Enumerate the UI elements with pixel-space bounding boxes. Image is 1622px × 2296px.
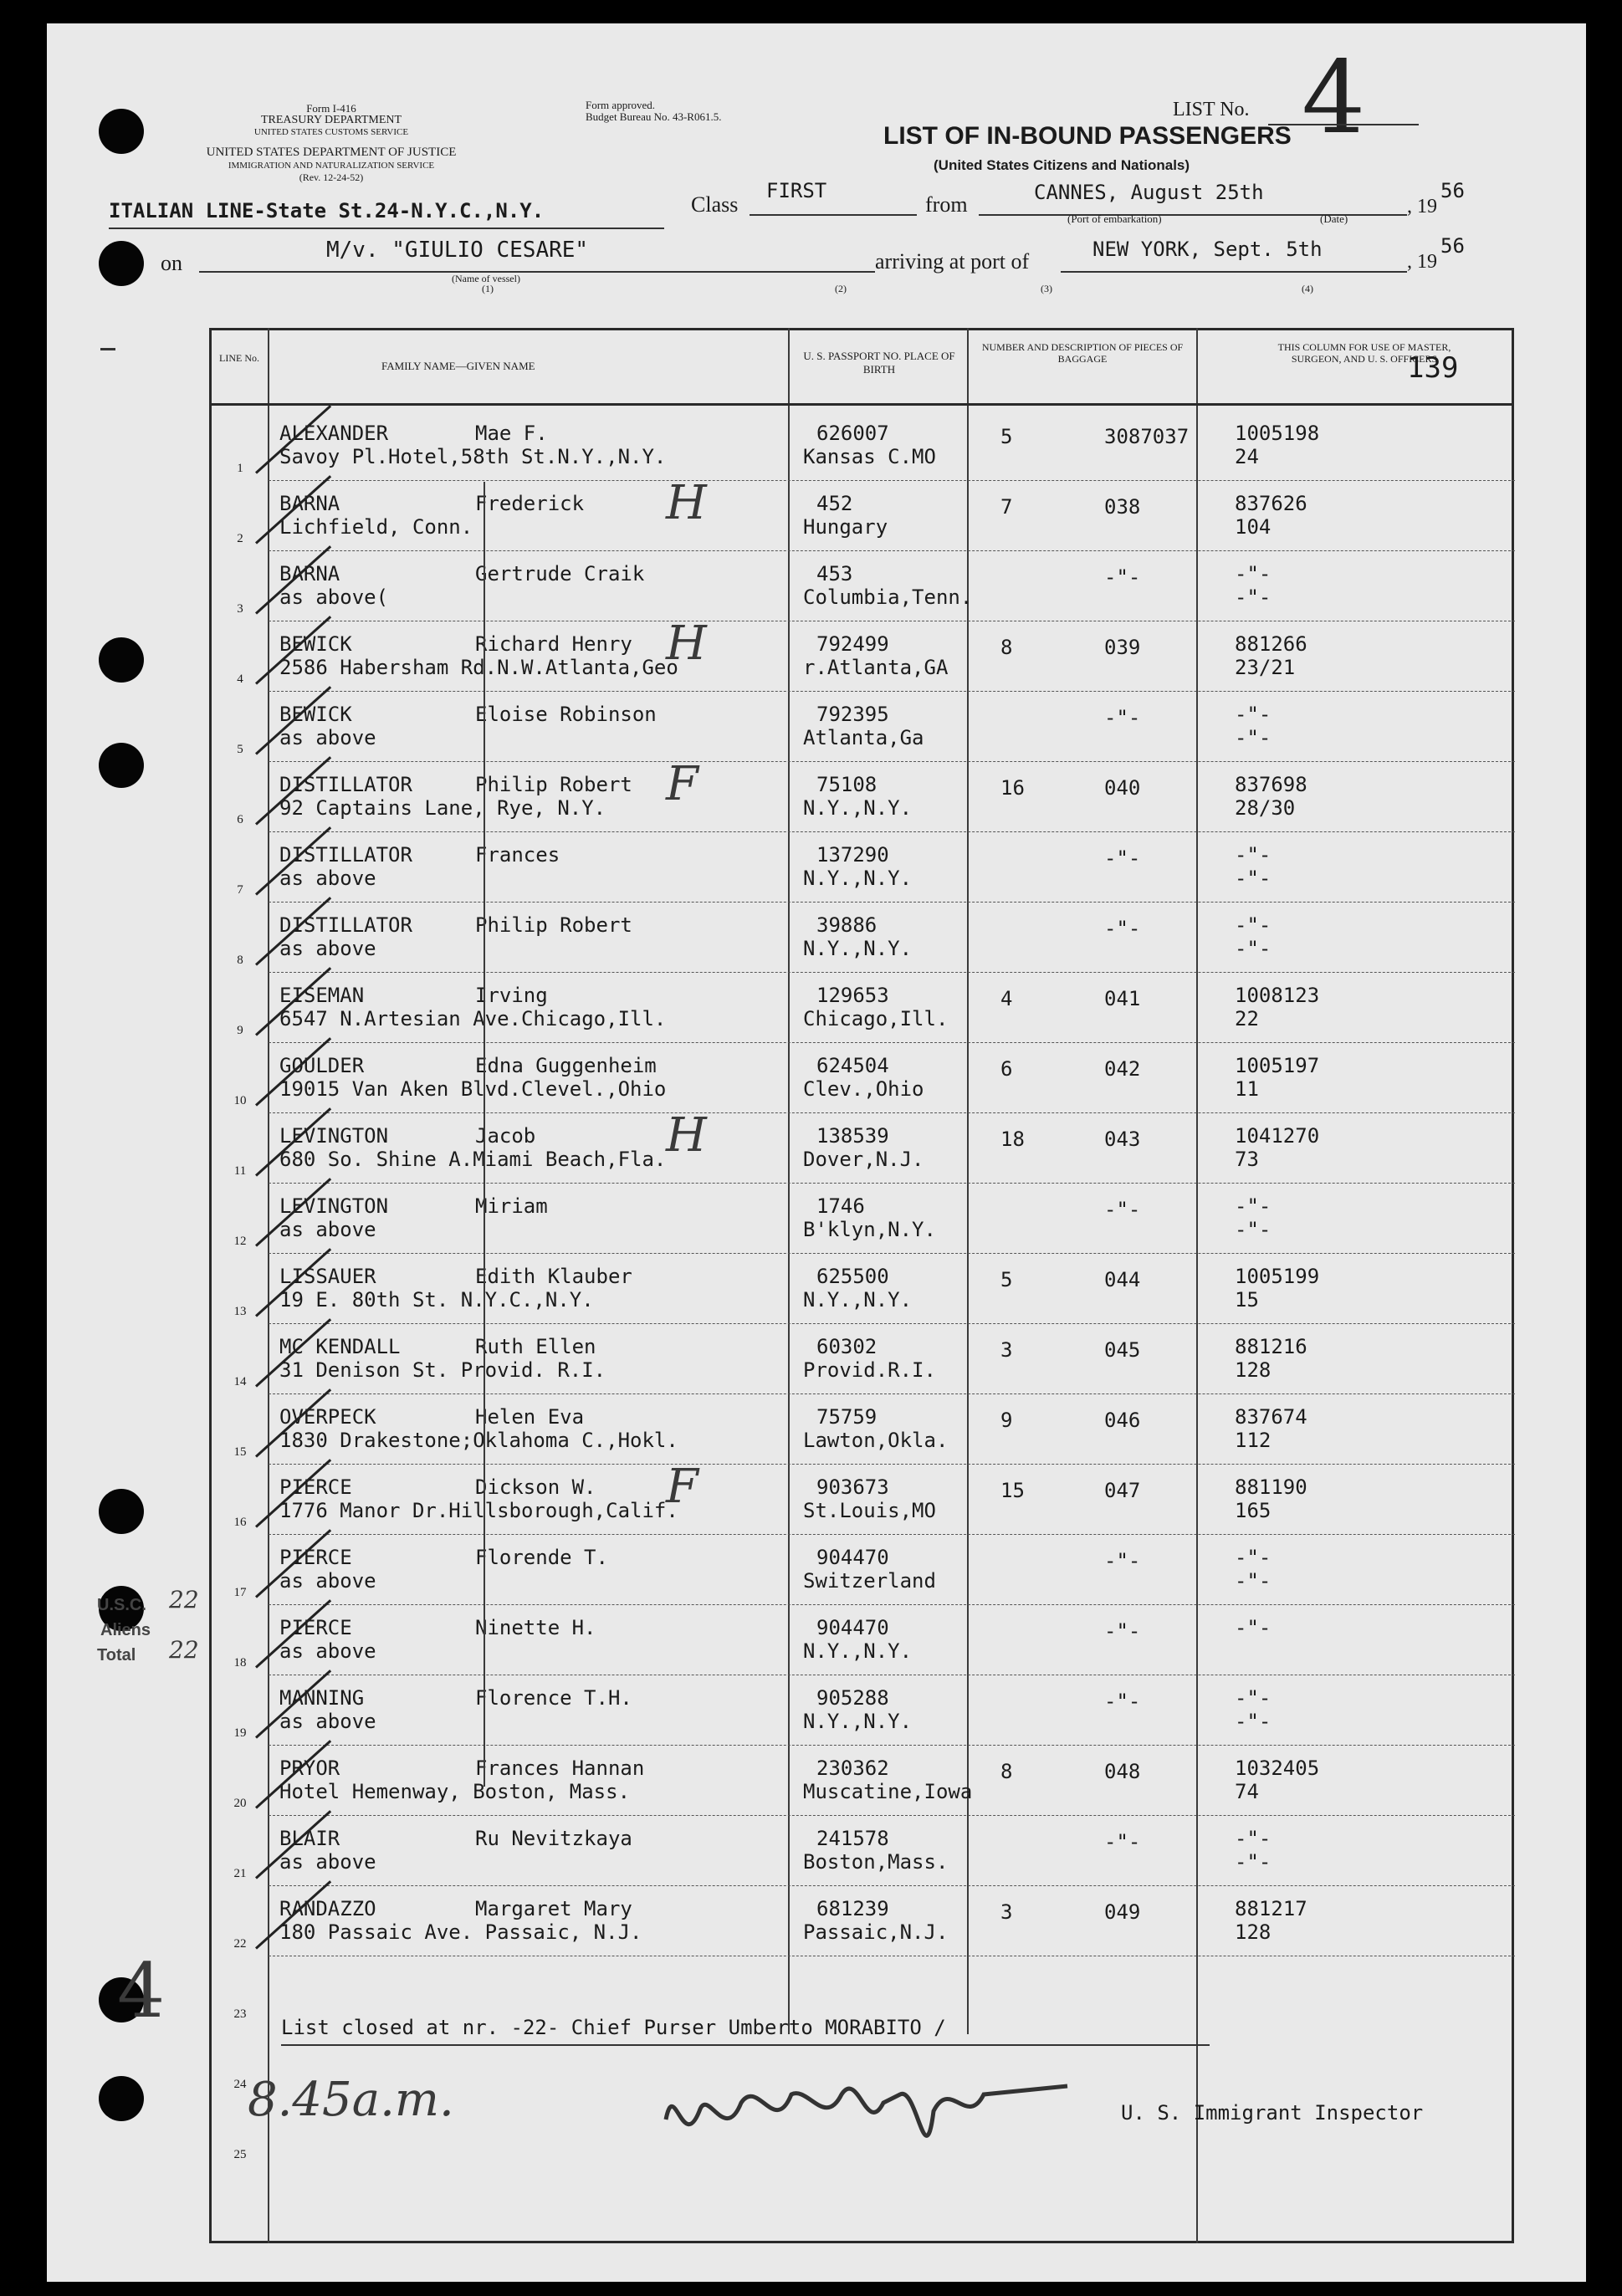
row-separator [269,1885,1515,1886]
on-label: on [161,251,182,275]
place-of-birth: N.Y.,N.Y. [803,796,913,820]
line-number: 24 [233,2078,247,2091]
vessel-name: M/v. "GIULIO CESARE" [326,238,589,263]
passenger-family-name: BARNA [279,562,340,586]
passport-number: 129653 [816,984,889,1007]
passenger-family-name: ALEXANDER [279,422,389,445]
baggage-tag: 3087037 [1104,425,1190,448]
officer-entry-1: 837674 [1235,1405,1307,1429]
passenger-given-name: Frances Hannan [475,1757,645,1780]
baggage-pieces: 15 [1000,1479,1025,1502]
place-of-birth: Clev.,Ohio [803,1077,924,1101]
budget-bureau: Budget Bureau No. 43-R061.5. [586,110,722,123]
officer-entry-1: -"- [1235,1686,1272,1710]
passenger-address: 6547 N.Artesian Ave.Chicago,Ill. [279,1007,667,1030]
passenger-address: 180 Passaic Ave. Passaic, N.J. [279,1920,642,1944]
page-subtitle: (United States Citizens and Nationals) [934,157,1190,173]
passenger-given-name: Philip Robert [475,913,632,937]
year-1: 56 [1440,179,1465,202]
year-prefix-2: , 19 [1407,251,1437,273]
passenger-family-name: PRYOR [279,1757,340,1780]
baggage-pieces: 3 [1000,1338,1013,1362]
place-of-birth: Chicago,Ill. [803,1007,949,1030]
passenger-given-name: Florende T. [475,1546,608,1569]
list-no-label: LIST No. [1173,99,1250,120]
passenger-given-name: Edna Guggenheim [475,1054,657,1077]
passport-number: 75759 [816,1405,878,1429]
passenger-address: Hotel Hemenway, Boston, Mass. [279,1780,631,1803]
baggage-pieces: 8 [1000,1760,1013,1783]
place-of-birth: N.Y.,N.Y. [803,937,913,960]
punch-hole [99,2076,144,2121]
place-of-birth: N.Y.,N.Y. [803,1288,913,1312]
passport-number: 39886 [816,913,878,937]
baggage-pieces: 7 [1000,495,1013,519]
col-ref-3: (3) [1041,283,1052,294]
line-number: 8 [237,954,243,967]
line-number: 20 [233,1797,247,1810]
passenger-family-name: DISTILLATOR [279,773,412,796]
name-column-divider [484,482,485,1787]
officer-entry-1: 881266 [1235,632,1307,656]
officer-entry-1: -"- [1235,562,1272,586]
row-separator [269,1815,1515,1816]
passenger-address: 92 Captains Lane, Rye, N.Y. [279,796,606,820]
place-of-birth: r.Atlanta,GA [803,656,949,679]
arriving-label: arriving at port of [875,249,1030,274]
date-label: (Date) [1320,212,1348,225]
officer-entry-1: 881217 [1235,1897,1307,1920]
row-separator [269,1112,1515,1113]
passenger-address: as above [279,1218,376,1241]
row-separator [269,972,1515,973]
passenger-given-name: Gertrude Craik [475,562,645,586]
baggage-tag: 042 [1104,1057,1141,1081]
punch-hole [99,743,144,788]
baggage-tag: -"- [1104,1619,1141,1643]
justice-label: UNITED STATES DEPARTMENT OF JUSTICE [206,146,457,159]
col-header-name: FAMILY NAME—GIVEN NAME [381,360,535,372]
passenger-address: as above [279,1710,376,1733]
passenger-family-name: OVERPECK [279,1405,376,1429]
passenger-given-name: Ru Nevitzkaya [475,1827,632,1850]
officer-entry-1: -"- [1235,1827,1272,1850]
passport-number: 905288 [816,1686,889,1710]
officer-entry-2: -"- [1235,1710,1272,1733]
inspector-signature [649,2061,1084,2186]
passenger-given-name: Philip Robert [475,773,632,796]
officer-entry-1: 1005199 [1235,1265,1320,1288]
line-number: 2 [237,532,243,545]
line-number: 3 [237,602,243,616]
officer-entry-1: 837626 [1235,492,1307,515]
officer-entry-2: 28/30 [1235,796,1296,820]
row-separator [269,550,1515,551]
passport-number: 625500 [816,1265,889,1288]
passenger-given-name: Florence T.H. [475,1686,632,1710]
passenger-given-name: Margaret Mary [475,1897,632,1920]
passenger-given-name: Helen Eva [475,1405,585,1429]
baggage-tag: 048 [1104,1760,1141,1783]
officer-entry-2: -"- [1235,586,1272,609]
customs-label: UNITED STATES CUSTOMS SERVICE [253,127,409,137]
officer-entry-1: -"- [1235,1546,1272,1569]
officer-entry-1: 881190 [1235,1475,1307,1499]
passport-number: 241578 [816,1827,889,1850]
row-separator [269,831,1515,832]
handwritten-mark: H [666,476,707,530]
officer-entry-2: -"- [1235,1850,1272,1874]
passenger-given-name: Edith Klauber [475,1265,632,1288]
passenger-address: as above [279,726,376,749]
line-number: 21 [233,1867,247,1880]
place-of-birth: B'klyn,N.Y. [803,1218,936,1241]
arrival-port: NEW YORK, Sept. 5th [1092,238,1323,261]
punch-hole [99,241,144,286]
place-of-birth: Kansas C.MO [803,445,936,468]
line-number: 19 [233,1726,247,1740]
line-number: 23 [233,2007,247,2021]
baggage-tag: -"- [1104,565,1141,589]
list-closed-statement: List closed at nr. -22- Chief Purser Umberto MORABITO / [281,2016,946,2039]
passenger-family-name: LEVINGTON [279,1124,389,1148]
year-prefix-1: , 19 [1407,196,1437,217]
revision-label: (Rev. 12-24-52) [299,171,364,183]
officer-entry-1: 1005197 [1235,1054,1320,1077]
year-2: 56 [1440,234,1465,258]
place-of-birth: Boston,Mass. [803,1850,949,1874]
officer-entry-2: -"- [1235,937,1272,960]
handwritten-mark: F [666,757,698,811]
vessel-label: (Name of vessel) [452,273,520,284]
officer-entry-1: -"- [1235,703,1272,726]
passenger-address: 1776 Manor Dr.Hillsborough,Calif. [279,1499,678,1522]
passenger-address: 1830 Drakestone;Oklahoma C.,Hokl. [279,1429,678,1452]
line-number: 25 [233,2148,247,2161]
passport-number: 453 [816,562,853,586]
passenger-given-name: Frances [475,843,560,867]
passport-number: 452 [816,492,853,515]
passenger-family-name: BARNA [279,492,340,515]
line-number: 17 [233,1586,247,1599]
margin-total-count: 22 [169,1636,199,1664]
passport-number: 904470 [816,1546,889,1569]
row-separator [269,1253,1515,1254]
baggage-pieces: 3 [1000,1900,1013,1924]
punch-hole [99,1489,144,1534]
baggage-pieces: 18 [1000,1128,1025,1151]
baggage-tag: 049 [1104,1900,1141,1924]
passenger-address: as above [279,1569,376,1593]
baggage-tag: 046 [1104,1409,1141,1432]
passport-number: 792499 [816,632,889,656]
place-of-birth: Muscatine,Iowa [803,1780,973,1803]
baggage-tag: 040 [1104,776,1141,800]
class-label: Class [691,192,739,217]
passenger-family-name: LEVINGTON [279,1194,389,1218]
officer-entry-2: 73 [1235,1148,1259,1171]
row-separator [269,1464,1515,1465]
immigration-label: IMMIGRATION AND NATURALIZATION SERVICE [228,161,435,171]
passenger-given-name: Ruth Ellen [475,1335,596,1358]
passenger-address: as above( [279,586,389,609]
row-separator [269,1323,1515,1324]
passport-number: 681239 [816,1897,889,1920]
passenger-family-name: PIERCE [279,1475,352,1499]
shipping-line: ITALIAN LINE-State St.24-N.Y.C.,N.Y. [109,199,545,222]
officer-entry-2: -"- [1235,1569,1272,1593]
passport-number: 137290 [816,843,889,867]
line-number: 1 [237,462,243,475]
officer-entry-2: 11 [1235,1077,1259,1101]
col-header-baggage: NUMBER AND DESCRIPTION OF PIECES OF BAGGAGE [981,341,1184,365]
officer-entry-2: 15 [1235,1288,1259,1312]
port-embarkation-label: (Port of embarkation) [1067,212,1162,225]
from-label: from [925,192,968,217]
baggage-tag: 041 [1104,987,1141,1010]
officer-entry-2: 104 [1235,515,1272,539]
embarkation: CANNES, August 25th [1034,181,1264,204]
passenger-address: as above [279,1850,376,1874]
baggage-tag: 047 [1104,1479,1141,1502]
col-header-officers: THIS COLUMN FOR USE OF MASTER, SURGEON, AND U. S. OFFICERS [1277,341,1451,365]
officer-entry-1: -"- [1235,843,1272,867]
passport-number: 60302 [816,1335,878,1358]
baggage-tag: -"- [1104,846,1141,870]
row-separator [269,691,1515,692]
officer-entry-2: 74 [1235,1780,1259,1803]
line-number: 22 [233,1937,247,1951]
line-number: 14 [233,1375,247,1388]
line-number: 18 [233,1656,247,1670]
passenger-address: 2586 Habersham Rd.N.W.Atlanta,Geo [279,656,678,679]
passport-number: 1746 [816,1194,865,1218]
row-separator [269,761,1515,762]
row-separator [269,1042,1515,1043]
passenger-given-name: Ninette H. [475,1616,596,1639]
passenger-given-name: Mae F. [475,422,548,445]
class-value: FIRST [766,179,827,202]
manifest-page [47,23,1586,2282]
passenger-family-name: GOULDER [279,1054,365,1077]
officer-entry-1: -"- [1235,1616,1272,1639]
line-number: 5 [237,743,243,756]
place-of-birth: Provid.R.I. [803,1358,936,1382]
margin-usc-count: 22 [169,1586,199,1613]
passport-number: 626007 [816,422,889,445]
passenger-family-name: DISTILLATOR [279,913,412,937]
page-title: LIST OF IN-BOUND PASSENGERS [883,122,1292,150]
passenger-family-name: BEWICK [279,703,352,726]
baggage-tag: -"- [1104,1690,1141,1713]
place-of-birth: N.Y.,N.Y. [803,867,913,890]
officer-entry-2: 128 [1235,1920,1272,1944]
baggage-pieces: 4 [1000,987,1013,1010]
passenger-family-name: BLAIR [279,1827,340,1850]
form-approved: Form approved. [586,99,656,111]
passenger-given-name: Richard Henry [475,632,632,656]
row-separator [269,1604,1515,1605]
place-of-birth: N.Y.,N.Y. [803,1710,913,1733]
passport-number: 230362 [816,1757,889,1780]
passport-number: 624504 [816,1054,889,1077]
place-of-birth: Dover,N.J. [803,1148,924,1171]
passenger-address: as above [279,1639,376,1663]
passenger-given-name: Miriam [475,1194,548,1218]
place-of-birth: Passaic,N.J. [803,1920,949,1944]
row-separator [269,1745,1515,1746]
row-separator [269,902,1515,903]
baggage-tag: 038 [1104,495,1141,519]
passport-number: 792395 [816,703,889,726]
officer-entry-2: 112 [1235,1429,1272,1452]
page-number: 139 [1407,351,1459,385]
baggage-pieces: 6 [1000,1057,1013,1081]
place-of-birth: Hungary [803,515,888,539]
baggage-tag: 043 [1104,1128,1141,1151]
place-of-birth: St.Louis,MO [803,1499,936,1522]
margin-aliens: Aliens [100,1621,151,1639]
officer-entry-1: -"- [1235,1194,1272,1218]
officer-entry-2: 165 [1235,1499,1272,1522]
officer-entry-2: 128 [1235,1358,1272,1382]
officer-entry-1: 1008123 [1235,984,1320,1007]
col-ref-2: (2) [835,283,847,294]
officer-entry-1: -"- [1235,913,1272,937]
officer-entry-1: 1032405 [1235,1757,1320,1780]
punch-hole [99,637,144,683]
handwritten-mark: H [666,616,707,671]
form-number: Form I-416 [306,102,356,115]
passenger-family-name: BEWICK [279,632,352,656]
place-of-birth: Switzerland [803,1569,936,1593]
passenger-family-name: MANNING [279,1686,365,1710]
passenger-family-name: PIERCE [279,1546,352,1569]
line-number: 12 [233,1235,247,1248]
col-header-line-no: LINE No. [219,352,259,364]
passenger-given-name: Jacob [475,1124,536,1148]
place-of-birth: N.Y.,N.Y. [803,1639,913,1663]
passenger-family-name: EISEMAN [279,984,365,1007]
row-separator [269,1534,1515,1535]
baggage-pieces: 5 [1000,1268,1013,1291]
officer-entry-2: -"- [1235,726,1272,749]
officer-entry-2: 23/21 [1235,656,1296,679]
line-number: 4 [237,672,243,686]
passenger-address: 19 E. 80th St. N.Y.C.,N.Y. [279,1288,594,1312]
passenger-family-name: MC KENDALL [279,1335,401,1358]
line-number: 6 [237,813,243,826]
baggage-tag: -"- [1104,1549,1141,1572]
passport-number: 75108 [816,773,878,796]
passenger-address: Savoy Pl.Hotel,58th St.N.Y.,N.Y. [279,445,667,468]
handwritten-mark: H [666,1108,707,1163]
line-number: 10 [233,1094,247,1107]
margin-total: Total [97,1646,136,1664]
row-separator [269,1393,1515,1394]
line-number: 13 [233,1305,247,1318]
col-ref-4: (4) [1302,283,1313,294]
passenger-family-name: LISSAUER [279,1265,376,1288]
handwritten-time: 8.45a.m. [248,2073,454,2127]
baggage-tag: -"- [1104,1198,1141,1221]
punch-hole [99,109,144,154]
baggage-tag: 039 [1104,636,1141,659]
passport-number: 138539 [816,1124,889,1148]
passenger-given-name: Irving [475,984,548,1007]
passenger-family-name: DISTILLATOR [279,843,412,867]
officer-entry-1: 1005198 [1235,422,1320,445]
passenger-family-name: RANDAZZO [279,1897,376,1920]
passenger-given-name: Frederick [475,492,585,515]
line-number: 7 [237,883,243,897]
baggage-pieces: 9 [1000,1409,1013,1432]
passport-number: 903673 [816,1475,889,1499]
passenger-address: as above [279,867,376,890]
row-separator [269,1183,1515,1184]
baggage-pieces: 5 [1000,425,1013,448]
col-header-passport: U. S. PASSPORT NO. PLACE OF BIRTH [803,350,955,376]
line-number: 15 [233,1445,247,1459]
officer-entry-2: 24 [1235,445,1259,468]
margin-usc: U.S.C. [97,1596,146,1614]
margin-corner-mark: 4 [117,1947,166,2035]
passenger-given-name: Dickson W. [475,1475,596,1499]
passport-number: 904470 [816,1616,889,1639]
passenger-address: as above [279,937,376,960]
baggage-tag: -"- [1104,917,1141,940]
passenger-given-name: Eloise Robinson [475,703,657,726]
officer-entry-1: 881216 [1235,1335,1307,1358]
line-number: 16 [233,1516,247,1529]
line-number: 11 [233,1164,247,1178]
place-of-birth: Columbia,Tenn. [803,586,973,609]
passenger-address: 680 So. Shine A.Miami Beach,Fla. [279,1148,667,1171]
baggage-tag: -"- [1104,706,1141,729]
treasury-label: TREASURY DEPARTMENT [260,114,402,126]
place-of-birth: Lawton,Okla. [803,1429,949,1452]
handwritten-mark: F [666,1460,698,1514]
place-of-birth: Atlanta,Ga [803,726,924,749]
baggage-pieces: 8 [1000,636,1013,659]
officer-entry-2: -"- [1235,1218,1272,1241]
baggage-pieces: 16 [1000,776,1025,800]
officer-entry-2: -"- [1235,867,1272,890]
officer-entry-1: 1041270 [1235,1124,1320,1148]
officer-entry-2: 22 [1235,1007,1259,1030]
col-ref-1: (1) [482,283,494,294]
line-number: 9 [237,1024,243,1037]
baggage-tag: 045 [1104,1338,1141,1362]
passenger-address: 19015 Van Aken Blvd.Clevel.,Ohio [279,1077,667,1101]
row-separator [269,480,1515,481]
list-number: 4 [1302,40,1366,156]
officer-entry-1: 837698 [1235,773,1307,796]
inspector-label: U. S. Immigrant Inspector [1121,2101,1424,2125]
passenger-family-name: PIERCE [279,1616,352,1639]
passenger-address: Lichfield, Conn. [279,515,473,539]
passenger-address: 31 Denison St. Provid. R.I. [279,1358,606,1382]
baggage-tag: 044 [1104,1268,1141,1291]
baggage-tag: -"- [1104,1830,1141,1854]
